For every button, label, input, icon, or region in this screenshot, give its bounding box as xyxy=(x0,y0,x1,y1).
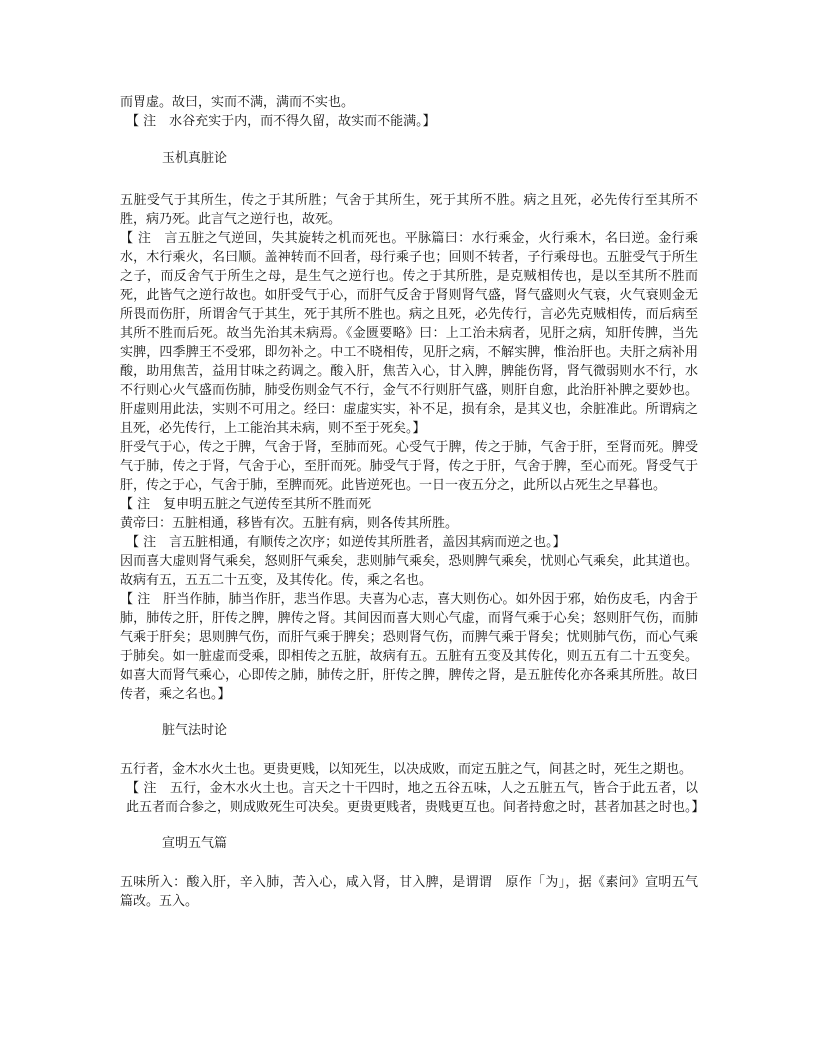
annotation-note: 【 注 言五脏相通，有顺传之次序；如逆传其所胜者，盖因其病而逆之也。】 xyxy=(126,535,566,550)
annotation-note: 【 注 五行，金木水火土也。言天之十干四时，地之五谷五味，人之五脏五气，皆合于此五者，以此五者而合参之，则成败死生可决矣。更贵更贱者，贵贱更互也。间者持愈之时，甚者加甚之时也。】 xyxy=(126,781,705,815)
annotation-note: 【 注 言五脏之气逆回，失其旋转之机而死也。平脉篇曰：水行乘金，火行乘木，名曰逆。金行乘水，木行乘火，名曰顺。盖神转而不回者，母行乘子也；回则不转者，子行乘母也。五脏受气于所生之子，而反舍气于所生之母，是生气之逆行也。传之于其所胜，是克贼相传也，是以至其所不胜而死，此皆气之逆行故也。如肝受气于心，而肝气反舍于肾则肾气盛，肾气盛则火气衰，火气衰则金无所畏而伤肝，所谓舍气于其生，死于其所不胜也。病之且死，必先传行，言必先克贼相传，而后病至其所不胜而后死。故当先治其未病焉。《金匮要略》曰：上工治未病者，见肝之病，知肝传脾，当先实脾，四季脾王不受邪，即勿补之。中工不晓相传，见肝之病，不解实脾，惟治肝也。夫肝之病补用酸，助用焦苦，益用甘味之药调之。酸入肝，焦苦入心，甘入脾，脾能伤肾，肾气微弱则水不行，水不行则心火气盛而伤肺，肺受伤则金气不行，金气不行则肝气盛，则肝自愈，此治肝补脾之要妙也。肝虚则用此法，实则不可用之。经曰：虚虚实实，补不足，损有余，是其义也，余脏准此。所谓病之且死，必先传行，上工能治其未病，则不至于死矣。】 xyxy=(120,231,698,436)
annotation-note: 【 注 肝当作肺，肺当作肝，悲当作思。夫喜为心志，喜大则伤心。如外因于邪，始伤皮毛，内舍于肺，肺传之肝，肝传之脾，脾传之肾。其间因而喜大则心气虚，而肾气乘于心矣；怒则肝气伤，而肺气乘于肝矣；思则脾气伤，而肝气乘于脾矣；恐则肾气伤，而脾气乘于肾矣；忧则肺气伤，而心气乘于肺矣。如一脏虚而受乘，即相传之五脏，故病有五。五脏有五变及其传化，则五五有二十五变矣。如喜大而肾气乘心，心即传之肺，肺传之肝，肝传之脾，脾传之肾，是五脏传化亦各乘其所胜。故曰传者，乘之名也。】 xyxy=(120,592,698,702)
paragraph: 五味所入：酸入肝，辛入肺，苦入心，咸入肾，甘入脾，是谓谓 原作「为」，据《素问》宣明五气篇改。五入。 xyxy=(120,875,698,909)
section-heading: 脏气法时论 xyxy=(162,723,228,738)
paragraph: 因而喜大虚则肾气乘矣，怒则肝气乘矣，悲则肺气乘矣，恐则脾气乘矣，忧则心气乘矣，此其道也。故病有五，五五二十五变，及其传化。传，乘之名也。 xyxy=(120,554,698,588)
paragraph: 黄帝曰：五脏相通，移皆有次。五脏有病，则各传其所胜。 xyxy=(120,516,459,531)
section-heading: 玉机真脏论 xyxy=(162,151,228,166)
paragraph: 五行者，金木水火土也。更贵更贱，以知死生，以决成败，而定五脏之气，间甚之时，死生之期也。 xyxy=(120,762,693,777)
paragraph: 五脏受气于其所生，传之于其所胜；气舍于其所生，死于其所不胜。病之且死，必先传行至其所不胜，病乃死。此言气之逆行也，故死。 xyxy=(120,193,698,227)
annotation-note: 【 注 复申明五脏之气逆传至其所不胜而死 xyxy=(120,497,372,512)
section-heading: 宣明五气篇 xyxy=(162,836,228,851)
annotation-note: 【 注 水谷充实于内，而不得久留，故实而不能满。】 xyxy=(126,114,436,129)
document-page xyxy=(120,93,705,911)
paragraph: 而胃虚。故曰，实而不满，满而不实也。 xyxy=(120,95,355,110)
paragraph: 肝受气于心，传之于脾，气舍于肾，至肺而死。心受气于脾，传之于肺，气舍于肝，至肾而死。脾受气于肺，传之于肾，气舍于心，至肝而死。肺受气于肾，传之于肝，气舍于脾，至心而死。肾受气于肝，传之于心，气舍于肺，至脾而死。此皆逆死也。一日一夜五分之，此所以占死生之早暮也。 xyxy=(120,440,698,493)
